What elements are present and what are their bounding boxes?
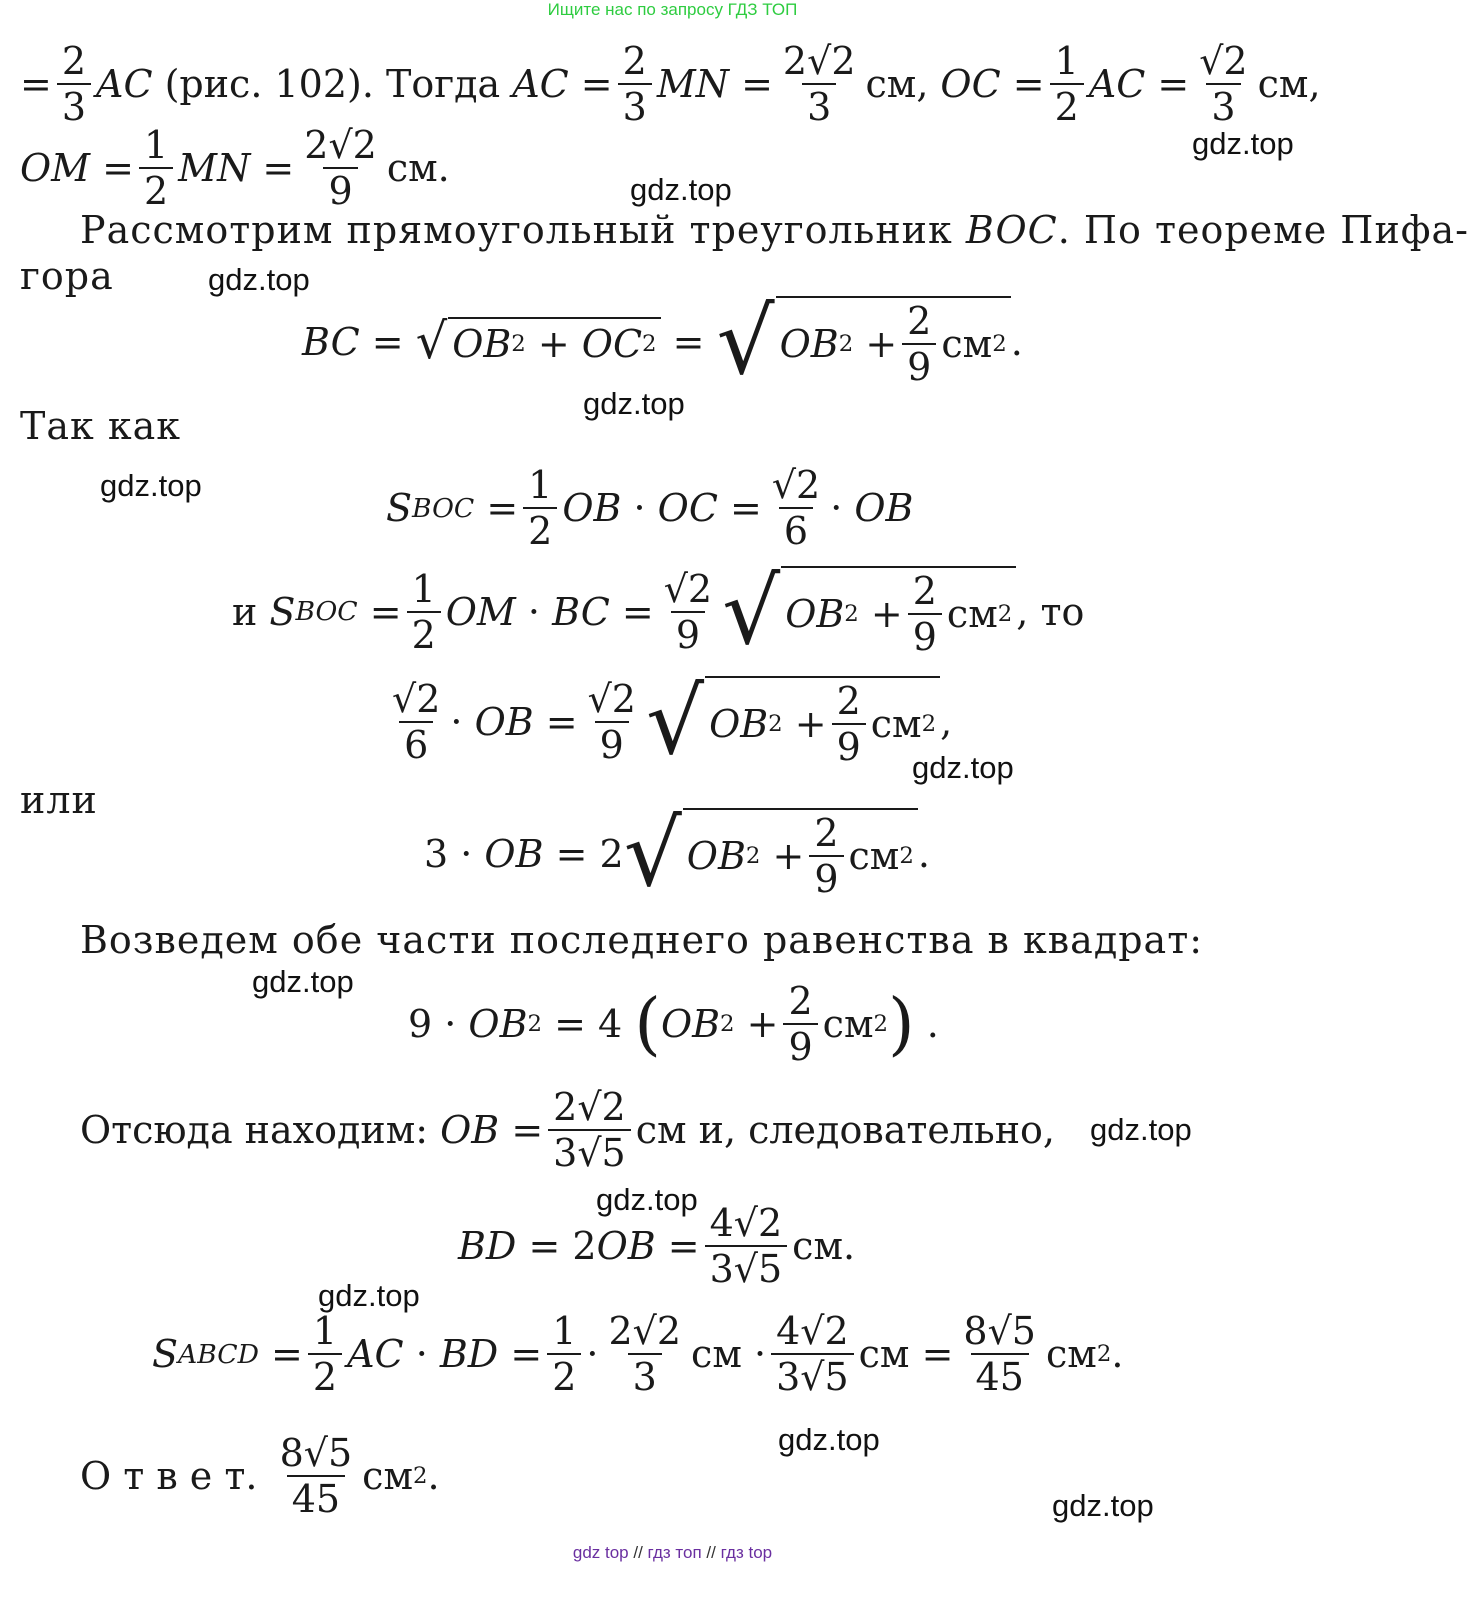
paragraph-pythagoras: [80, 208, 1469, 252]
equation-bc: BC = √ OB 2 + OC 2 = √ OB 2 + $\frac{2}{9}$ см 2 .: [302, 288, 1023, 395]
text-tak-kak: Так как: [20, 404, 181, 448]
text: Рассмотрим прямоугольный треугольник: [80, 208, 953, 252]
equation-sboc-2: и S BOC = $\frac{1}{2}$ OM · BC = $\frac{√2}{9}$ √ OB 2 + $\frac{2}{9}$ см 2 , то: [232, 558, 1085, 665]
unit: см.: [792, 1224, 856, 1268]
watermark: gdz.top: [778, 1422, 880, 1457]
unit: см: [691, 1332, 742, 1376]
radical: √ OB 2 + OC 2: [416, 317, 661, 366]
var-ac: AC: [1088, 62, 1146, 106]
watermark: gdz.top: [318, 1278, 420, 1313]
unit: см,: [1257, 62, 1321, 106]
footer-separator: //: [706, 1543, 716, 1562]
watermark: gdz.top: [1192, 126, 1294, 161]
fraction: $\frac{1}{2}$: [523, 466, 557, 550]
text: и: [232, 589, 258, 634]
watermark: gdz.top: [100, 468, 202, 503]
var-bc: BC: [302, 319, 360, 364]
fraction: $\frac{√2}{6}$: [771, 463, 821, 553]
radical: √ OB 2 + $\frac{2}{9}$ см 2: [722, 566, 1016, 657]
equation-bd: BD = 2 OB = $\frac{4√2}{3√5}$ см.: [458, 1201, 856, 1291]
unit: см: [870, 701, 922, 746]
equation-sboc-1: S BOC = $\frac{1}{2}$ OB · OC = $\frac{√2}{6}$ · OB: [386, 463, 914, 553]
equation-sabcd: S ABCD = $\frac{1}{2}$ AC · BD = $\frac{1}{2}$ · $\frac{2√2}{3}$ см · $\frac{4√2}{3√5}$ см = $\frac{8√5}{45}$ см 2 .: [152, 1309, 1124, 1399]
answer-label: О т в е т.: [80, 1454, 258, 1498]
radical: √ OB 2 + $\frac{2}{9}$ см 2: [646, 676, 940, 767]
unit: см: [858, 1332, 910, 1376]
unit: см: [946, 591, 998, 636]
text-square: Возведем обе части последнего равенства в квадрат:: [80, 918, 1204, 962]
unit: см,: [865, 62, 929, 106]
watermark: gdz.top: [630, 172, 732, 207]
watermark: gdz.top: [583, 386, 685, 421]
footer-link-2[interactable]: гдз топ: [647, 1543, 702, 1562]
unit: см.: [386, 146, 450, 190]
var-boc: BOC: [965, 208, 1058, 252]
watermark: gdz.top: [1052, 1488, 1154, 1523]
answer-line: О т в е т. $\frac{8√5}{45}$ см 2 .: [80, 1431, 440, 1521]
footer-links: [0, 1543, 1345, 1563]
var-om: OM: [20, 146, 91, 190]
text-ili: или: [20, 778, 98, 822]
footer-separator: //: [633, 1543, 643, 1562]
var-oc: OC: [940, 62, 1001, 106]
unit: см: [362, 1454, 413, 1498]
math-line-2: OM = $\frac{1}{2}$ MN = $\frac{2√2}{9}$ см.: [20, 123, 450, 213]
unit: см: [848, 833, 900, 878]
equation-5: 9 · OB 2 = 4 ( OB 2 + $\frac{2}{9}$ см 2 ) .: [408, 979, 939, 1069]
footer-link-3[interactable]: гдз top: [720, 1543, 773, 1562]
math-line-1: = $\frac{2}{3}$ AC (рис. 102). Тогда AC = $\frac{2}{3}$ MN = $\frac{2√2}{3}$ см, OC = $\frac{1}{2}$ AC = $\frac{√2}{3}$ см,: [20, 39, 1321, 129]
watermark: gdz.top: [596, 1182, 698, 1217]
unit: см: [1045, 1332, 1097, 1376]
var-s: S: [386, 486, 413, 530]
text: см и, следовательно,: [635, 1108, 1055, 1152]
var-ac: AC: [512, 62, 569, 106]
var-ac: AC: [96, 62, 153, 106]
text: . По теореме Пифа-: [1057, 208, 1469, 252]
fraction: $\frac{2}{3}$: [618, 42, 652, 126]
watermark: gdz.top: [252, 964, 354, 999]
equation-ob: Отсюда находим: OB = $\frac{2√2}{3√5}$ см и, следовательно,: [80, 1085, 1055, 1175]
var-s: S: [269, 589, 296, 634]
fraction: $\frac{2}{3}$: [57, 42, 91, 126]
fraction: $\frac{1}{2}$: [1050, 42, 1084, 126]
watermark: gdz.top: [912, 750, 1014, 785]
fraction-2sqrt2-9: $\frac{2√2}{9}$: [304, 123, 377, 213]
footer-link-1[interactable]: gdz top: [572, 1543, 629, 1562]
radical: √ OB 2 + $\frac{2}{9}$ см 2: [624, 808, 918, 899]
fraction: $\frac{1}{2}$: [139, 126, 173, 210]
text: Отсюда находим:: [80, 1108, 429, 1152]
eq-sign: =: [20, 62, 52, 106]
header-link[interactable]: Ищите нас по запросу ГДЗ ТОП: [547, 0, 798, 19]
equation-3: $\frac{√2}{6}$ · OB = $\frac{√2}{9}$ √ OB 2 + $\frac{2}{9}$ см 2 ,: [392, 668, 953, 775]
var-s: S: [152, 1332, 179, 1376]
equation-4: 3 · OB = 2 √ OB 2 + $\frac{2}{9}$ см 2 .: [424, 800, 930, 907]
subscript: BOC: [412, 492, 475, 524]
watermark: gdz.top: [1090, 1112, 1192, 1147]
var-mn: MN: [178, 146, 251, 190]
fraction-sqrt2-3: $\frac{√2}{3}$: [1199, 39, 1248, 129]
figure-ref: (рис. 102). Тогда: [164, 62, 501, 106]
unit: см: [822, 1002, 874, 1046]
text: , то: [1016, 589, 1085, 634]
fraction-2sqrt2-3: $\frac{2√2}{3}$: [782, 39, 856, 129]
watermark: gdz.top: [208, 262, 310, 297]
subscript: BOC: [295, 596, 358, 628]
paragraph-continued: гора: [20, 254, 114, 298]
var-mn: MN: [656, 62, 729, 106]
unit: см: [941, 321, 993, 366]
radical: √ OB 2 + $\frac{2}{9}$ см 2: [717, 296, 1011, 387]
subscript: ABCD: [178, 1338, 259, 1370]
